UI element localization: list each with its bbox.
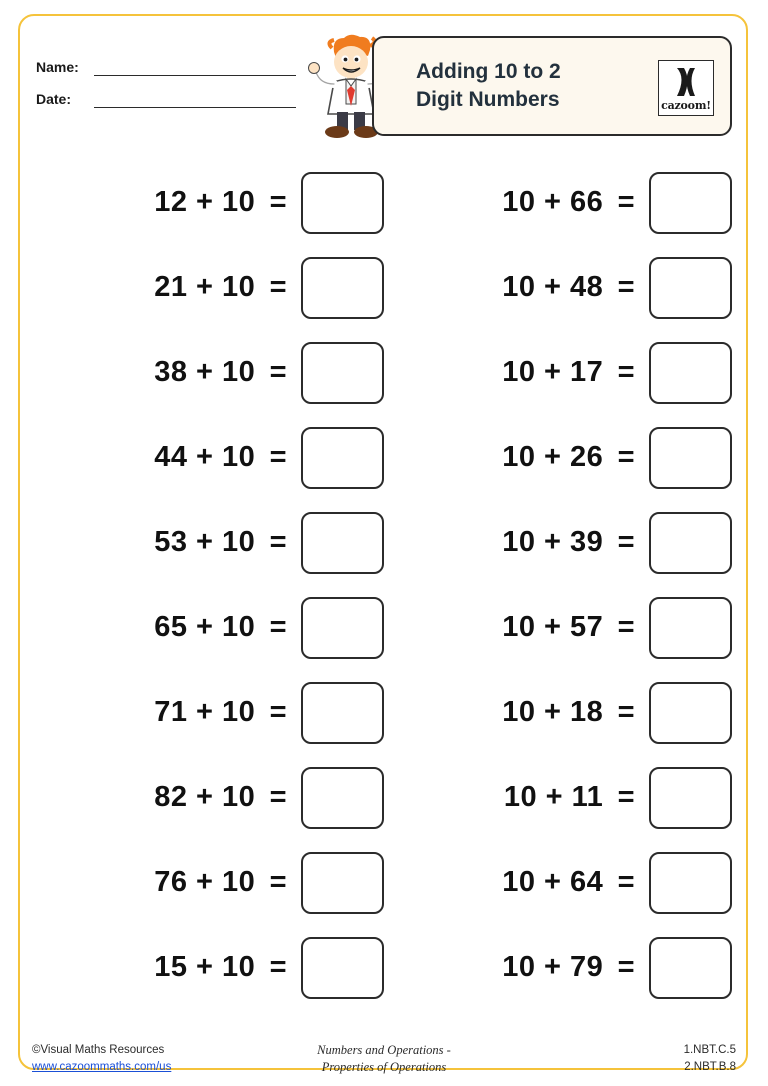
- topic-line2: Properties of Operations: [321, 1060, 447, 1074]
- standard-code-1: 1.NBT.C.5: [683, 1044, 736, 1056]
- question-item-l2: [36, 245, 384, 330]
- question-item-l4: [36, 415, 384, 500]
- equals-sign: =: [617, 526, 635, 558]
- name-date-block: [36, 44, 296, 108]
- question-item-l7: [36, 670, 384, 755]
- answer-box[interactable]: [649, 682, 732, 744]
- footer-right: [684, 1042, 736, 1076]
- name-label: Name:: [36, 59, 79, 75]
- answer-box[interactable]: [301, 937, 384, 999]
- question-row: [36, 160, 732, 245]
- expression: 10 + 11: [503, 781, 604, 813]
- answer-box[interactable]: [649, 767, 732, 829]
- equals-sign: =: [269, 951, 287, 983]
- name-input[interactable]: [94, 60, 296, 76]
- logo-wordmark: cazoom!: [661, 99, 711, 112]
- expression: 10 + 39: [502, 526, 604, 558]
- expression: 12 + 10: [154, 186, 256, 218]
- date-row: [36, 76, 296, 108]
- question-item-r1: [384, 160, 732, 245]
- question-row: [36, 925, 732, 1010]
- answer-box[interactable]: [649, 597, 732, 659]
- question-item-r6: [384, 585, 732, 670]
- question-item-r4: [384, 415, 732, 500]
- answer-box[interactable]: [301, 257, 384, 319]
- answer-box[interactable]: [301, 512, 384, 574]
- question-item-r9: [384, 840, 732, 925]
- title-box: [372, 36, 732, 136]
- equals-sign: =: [617, 356, 635, 388]
- question-row: [36, 840, 732, 925]
- logo-mark-icon: [659, 65, 713, 99]
- question-row: [36, 245, 732, 330]
- footer-center: [22, 1042, 746, 1076]
- answer-box[interactable]: [649, 427, 732, 489]
- expression: 21 + 10: [154, 271, 256, 303]
- question-item-l5: [36, 500, 384, 585]
- worksheet-footer: [22, 1040, 746, 1080]
- equals-sign: =: [269, 356, 287, 388]
- expression: 10 + 17: [502, 356, 604, 388]
- answer-box[interactable]: [649, 852, 732, 914]
- question-row: [36, 330, 732, 415]
- answer-box[interactable]: [301, 852, 384, 914]
- expression: 53 + 10: [154, 526, 256, 558]
- topic-line1: Numbers and Operations -: [317, 1043, 451, 1057]
- question-item-r3: [384, 330, 732, 415]
- name-row: [36, 44, 296, 76]
- equals-sign: =: [269, 526, 287, 558]
- question-row: [36, 500, 732, 585]
- copyright-text: ©Visual Maths Resources: [32, 1044, 165, 1056]
- worksheet-header: [36, 34, 732, 142]
- expression: 10 + 64: [502, 866, 604, 898]
- question-item-r2: [384, 245, 732, 330]
- question-row: [36, 415, 732, 500]
- question-item-r7: [384, 670, 732, 755]
- answer-box[interactable]: [301, 342, 384, 404]
- expression: 71 + 10: [154, 696, 256, 728]
- question-item-r10: [384, 925, 732, 1010]
- question-item-l10: [36, 925, 384, 1010]
- answer-box[interactable]: [649, 257, 732, 319]
- expression: 38 + 10: [154, 356, 256, 388]
- page-title-line2: Digit Numbers: [416, 88, 560, 111]
- website-link[interactable]: www.cazoommaths.com/us: [32, 1061, 172, 1073]
- question-row: [36, 755, 732, 840]
- date-label: Date:: [36, 91, 72, 107]
- expression: 65 + 10: [154, 611, 256, 643]
- question-item-l8: [36, 755, 384, 840]
- equals-sign: =: [617, 696, 635, 728]
- equals-sign: =: [617, 441, 635, 473]
- equals-sign: =: [269, 696, 287, 728]
- equals-sign: =: [617, 781, 635, 813]
- answer-box[interactable]: [649, 342, 732, 404]
- expression: 10 + 79: [502, 951, 604, 983]
- equals-sign: =: [617, 611, 635, 643]
- answer-box[interactable]: [301, 597, 384, 659]
- equals-sign: =: [269, 781, 287, 813]
- question-item-r8: [384, 755, 732, 840]
- answer-box[interactable]: [301, 682, 384, 744]
- equals-sign: =: [617, 951, 635, 983]
- expression: 10 + 26: [502, 441, 604, 473]
- questions-grid: [36, 160, 732, 1010]
- question-item-l1: [36, 160, 384, 245]
- expression: 10 + 57: [502, 611, 604, 643]
- question-item-l9: [36, 840, 384, 925]
- answer-box[interactable]: [301, 427, 384, 489]
- expression: 10 + 48: [502, 271, 604, 303]
- question-item-l6: [36, 585, 384, 670]
- page-title: [416, 58, 636, 114]
- question-row: [36, 585, 732, 670]
- expression: 15 + 10: [154, 951, 256, 983]
- question-row: [36, 670, 732, 755]
- equals-sign: =: [617, 186, 635, 218]
- answer-box[interactable]: [649, 937, 732, 999]
- equals-sign: =: [617, 271, 635, 303]
- answer-box[interactable]: [301, 172, 384, 234]
- expression: 82 + 10: [154, 781, 256, 813]
- expression: 44 + 10: [154, 441, 256, 473]
- expression: 76 + 10: [154, 866, 256, 898]
- cazoom-logo: [658, 60, 714, 116]
- question-item-l3: [36, 330, 384, 415]
- equals-sign: =: [269, 271, 287, 303]
- equals-sign: =: [617, 866, 635, 898]
- standard-code-2: 2.NBT.B.8: [684, 1061, 736, 1073]
- equals-sign: =: [269, 611, 287, 643]
- answer-box[interactable]: [649, 512, 732, 574]
- answer-box[interactable]: [649, 172, 732, 234]
- equals-sign: =: [269, 186, 287, 218]
- equals-sign: =: [269, 866, 287, 898]
- answer-box[interactable]: [301, 767, 384, 829]
- page-title-line1: Adding 10 to 2: [416, 60, 561, 83]
- expression: 10 + 18: [502, 696, 604, 728]
- expression: 10 + 66: [502, 186, 604, 218]
- question-item-r5: [384, 500, 732, 585]
- equals-sign: =: [269, 441, 287, 473]
- date-input[interactable]: [94, 92, 296, 108]
